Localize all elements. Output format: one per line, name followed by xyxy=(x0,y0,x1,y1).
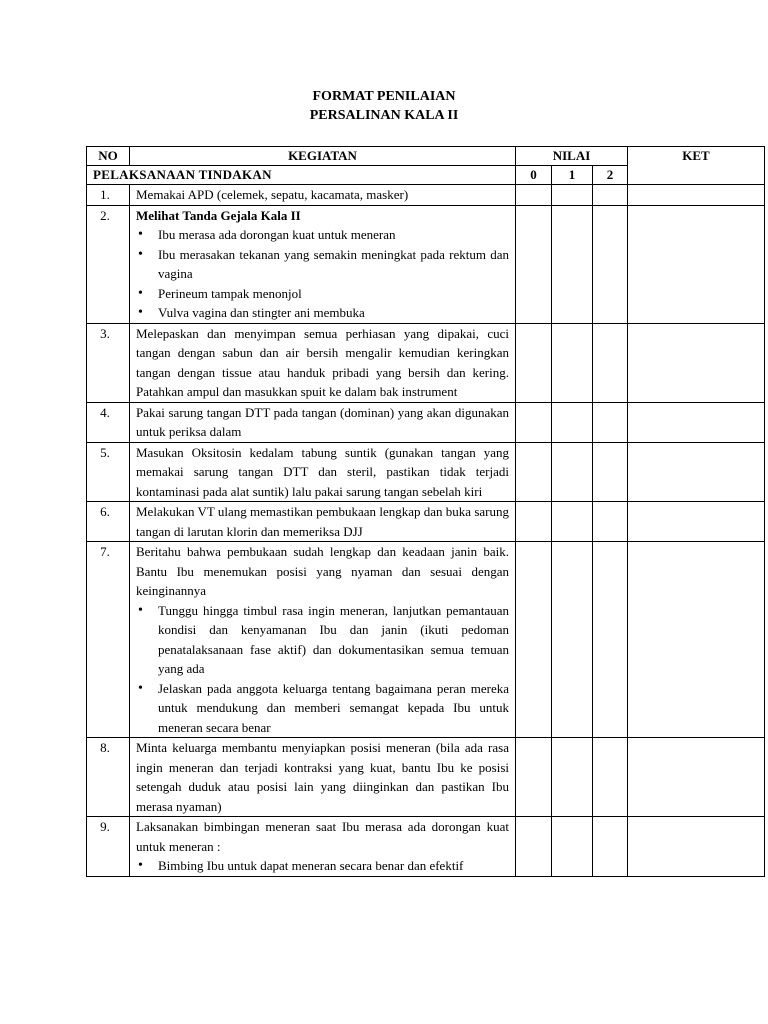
score-1-cell[interactable] xyxy=(552,402,593,442)
activity-heading: Melihat Tanda Gejala Kala II xyxy=(136,207,301,223)
ket-cell[interactable] xyxy=(628,205,765,323)
score-2-cell[interactable] xyxy=(593,442,628,502)
activity-cell xyxy=(130,817,516,877)
document-subtitle: PERSALINAN KALA II xyxy=(309,108,459,123)
ket-cell[interactable] xyxy=(628,185,765,206)
activity-text: Melepaskan dan menyimpan semua perhiasan yang dipakai, cuci tangan dengan sabun dan air bersih mengalir kemudian keringkan tangan dengan tissue atau handuk pribadi yang bersih dan kering. Patahkan ampul dan masukkan spuit ke dalam bak instrument xyxy=(136,325,509,399)
activity-bullet: • Ibu merasakan tekanan yang semakin meningkat pada rektum dan vagina xyxy=(158,245,509,284)
activity-cell xyxy=(130,738,516,817)
score-0-cell[interactable] xyxy=(516,402,552,442)
table-row xyxy=(87,402,765,442)
score-header-0: 0 xyxy=(516,166,552,185)
score-0-cell[interactable] xyxy=(516,738,552,817)
score-2-cell[interactable] xyxy=(593,817,628,877)
activity-text: Minta keluarga membantu menyiapkan posisi meneran (bila ada rasa ingin meneran dan terjadi kontraksi yang kuat, bantu Ibu ke posisi setengah duduk atau posisi lain yang diinginkan dan pastikan Ibu merasa nyaman) xyxy=(136,740,509,814)
row-number: 2. xyxy=(87,205,130,323)
ket-cell[interactable] xyxy=(628,502,765,542)
activity-bullet: • Tunggu hingga timbul rasa ingin meneran, lanjutkan pemantauan kondisi dan kenyamanan Ibu dan janin (ikuti pedoman penatalaksanaan fase aktif) dan dokumentasikan semua temuan yang ada xyxy=(158,601,509,679)
score-0-cell[interactable] xyxy=(516,185,552,206)
header-kegiatan: KEGIATAN xyxy=(130,147,516,166)
table-row xyxy=(87,323,765,402)
score-2-cell[interactable] xyxy=(593,738,628,817)
score-1-cell[interactable] xyxy=(552,185,593,206)
activity-text: Memakai APD (celemek, sepatu, kacamata, masker) xyxy=(136,187,409,202)
assessment-table xyxy=(86,146,765,877)
score-1-cell[interactable] xyxy=(552,442,593,502)
ket-cell[interactable] xyxy=(628,542,765,738)
activity-text: Pakai sarung tangan DTT pada tangan (dominan) yang akan digunakan untuk periksa dalam xyxy=(136,404,509,439)
activity-text: Beritahu bahwa pembukaan sudah lengkap dan keadaan janin baik. Bantu Ibu menemukan posisi yang nyaman dan sesuai dengan keinginannya xyxy=(136,544,509,598)
score-0-cell[interactable] xyxy=(516,205,552,323)
score-0-cell[interactable] xyxy=(516,542,552,738)
row-number: 1. xyxy=(87,185,130,206)
ket-cell[interactable] xyxy=(628,738,765,817)
score-2-cell[interactable] xyxy=(593,185,628,206)
score-2-cell[interactable] xyxy=(593,542,628,738)
score-header-1: 1 xyxy=(552,166,593,185)
activity-bullet-list xyxy=(136,856,509,876)
score-1-cell[interactable] xyxy=(552,738,593,817)
score-2-cell[interactable] xyxy=(593,502,628,542)
row-number: 9. xyxy=(87,817,130,877)
ket-cell[interactable] xyxy=(628,817,765,877)
score-2-cell[interactable] xyxy=(593,205,628,323)
activity-cell xyxy=(130,442,516,502)
score-1-cell[interactable] xyxy=(552,817,593,877)
row-number: 5. xyxy=(87,442,130,502)
table-row xyxy=(87,738,765,817)
activity-cell xyxy=(130,402,516,442)
section-label: PELAKSANAAN TINDAKAN xyxy=(87,166,516,185)
score-0-cell[interactable] xyxy=(516,323,552,402)
row-number: 3. xyxy=(87,323,130,402)
activity-text: Masukan Oksitosin kedalam tabung suntik (gunakan tangan yang memakai sarung tangan DTT dan steril, pastikan tidak terjadi kontaminasi pada alat suntik) lalu pakai sarung tangan sebelah kiri xyxy=(136,444,509,499)
row-number: 6. xyxy=(87,502,130,542)
header-no: NO xyxy=(87,147,130,166)
table-body xyxy=(87,185,765,877)
row-number: 7. xyxy=(87,542,130,738)
activity-bullet: • Vulva vagina dan stingter ani membuka xyxy=(158,303,509,323)
table-row xyxy=(87,542,765,738)
header-ket: KET xyxy=(628,147,765,185)
table-row xyxy=(87,502,765,542)
row-number: 8. xyxy=(87,738,130,817)
activity-text: Laksanakan bimbingan meneran saat Ibu merasa ada dorongan kuat untuk meneran : xyxy=(136,819,509,854)
table-row xyxy=(87,442,765,502)
activity-text: Melakukan VT ulang memastikan pembukaan lengkap dan buka sarung tangan di larutan klorin dan memeriksa DJJ xyxy=(136,504,509,539)
table-row xyxy=(87,205,765,323)
score-0-cell[interactable] xyxy=(516,502,552,542)
activity-bullet-list xyxy=(136,225,509,323)
activity-cell xyxy=(130,205,516,323)
activity-cell xyxy=(130,502,516,542)
activity-cell xyxy=(130,185,516,206)
score-header-2: 2 xyxy=(593,166,628,185)
score-1-cell[interactable] xyxy=(552,323,593,402)
activity-bullet: • Jelaskan pada anggota keluarga tentang bagaimana peran mereka untuk mendukung dan memberi semangat kepada Ibu untuk meneran secara benar xyxy=(158,679,509,738)
ket-cell[interactable] xyxy=(628,442,765,502)
header-nilai: NILAI xyxy=(516,147,628,166)
ket-cell[interactable] xyxy=(628,402,765,442)
activity-cell xyxy=(130,323,516,402)
activity-bullet: • Perineum tampak menonjol xyxy=(158,284,509,304)
score-0-cell[interactable] xyxy=(516,817,552,877)
document-title: FORMAT PENILAIAN xyxy=(312,89,456,104)
score-1-cell[interactable] xyxy=(552,205,593,323)
activity-bullet-list xyxy=(136,601,509,738)
table-row xyxy=(87,185,765,206)
header-row xyxy=(87,147,765,166)
table-row xyxy=(87,817,765,877)
activity-bullet: • Bimbing Ibu untuk dapat meneran secara benar dan efektif xyxy=(158,856,509,876)
score-1-cell[interactable] xyxy=(552,502,593,542)
activity-bullet: • Ibu merasa ada dorongan kuat untuk meneran xyxy=(158,225,509,245)
activity-cell xyxy=(130,542,516,738)
score-2-cell[interactable] xyxy=(593,323,628,402)
row-number: 4. xyxy=(87,402,130,442)
score-1-cell[interactable] xyxy=(552,542,593,738)
score-0-cell[interactable] xyxy=(516,442,552,502)
score-2-cell[interactable] xyxy=(593,402,628,442)
ket-cell[interactable] xyxy=(628,323,765,402)
